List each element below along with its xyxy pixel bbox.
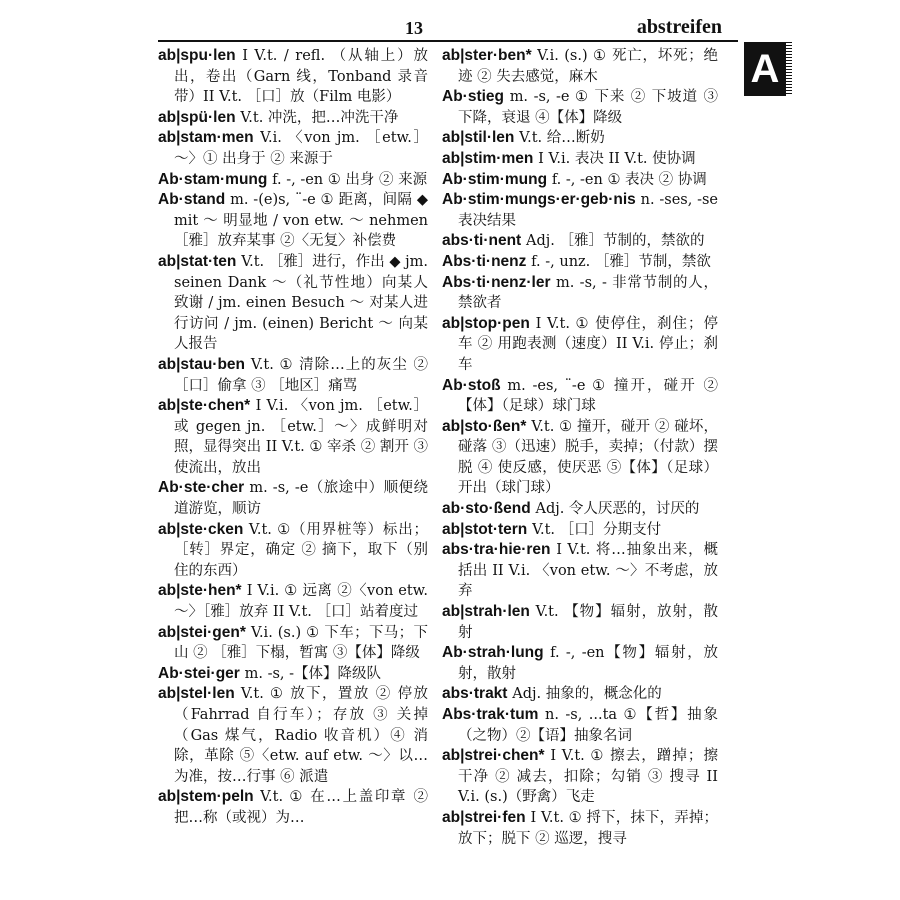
- entry-headword: ab|stot·tern: [442, 520, 528, 538]
- dictionary-entry: [442, 273, 718, 314]
- entry-definition: V.t. 给…断奶: [519, 130, 605, 147]
- dictionary-entry: [442, 808, 718, 849]
- entry-headword: ab|sto·ßen*: [442, 417, 527, 435]
- dictionary-entry: [442, 602, 718, 643]
- entry-definition: V.t. 【物】辐射，放射，散射: [458, 604, 718, 641]
- entry-definition: I V.i. ① 远离 ②〈von etw. ～〉［雅］放弃 II V.t. ［口］站着度过: [174, 583, 428, 621]
- thumb-index-tab: A: [744, 42, 786, 96]
- dictionary-entry: [158, 190, 428, 252]
- entry-headword: abs·trakt: [442, 685, 508, 703]
- entry-definition: m. -s, - 非常节制的人，禁欲者: [458, 274, 718, 312]
- left-column: [158, 46, 428, 829]
- entry-definition: Adj. ［雅］节制的，禁欲的: [526, 233, 705, 250]
- entry-headword: ab|stau·ben: [158, 355, 246, 373]
- entry-definition: n. -s, ...ta ①【哲】抽象（之物）②【语】抽象名词: [458, 707, 718, 744]
- dictionary-entry: [442, 87, 718, 128]
- entry-definition: I V.i. 表决 II V.t. 使协调: [538, 150, 696, 167]
- entry-headword: Ab·stoß: [442, 376, 501, 394]
- entry-definition: V.i. (s.) ① 死亡，坏死；绝迹 ② 失去感觉，麻木: [458, 48, 718, 85]
- entry-headword: ab|ster·ben*: [442, 47, 532, 64]
- dictionary-entry: [442, 643, 718, 684]
- entry-headword: ab|ste·chen*: [158, 397, 251, 415]
- dictionary-entry: [442, 417, 718, 499]
- entry-headword: Ab·stei·ger: [158, 664, 240, 682]
- entry-headword: Ab·stim·mung: [442, 170, 548, 188]
- entry-headword: Ab·ste·cher: [158, 479, 245, 497]
- entry-headword: Ab·stieg: [442, 88, 504, 106]
- dictionary-entry: [442, 314, 718, 376]
- entry-definition: f. -, unz. ［雅］节制，禁欲: [531, 253, 711, 270]
- entry-definition: m. -(e)s, ¨-e ① 距离，间隔 ◆ mit ～ 明显地 / von etw. ～ nehmen ［雅］放弃某事 ②〈无复〉补偿费: [174, 192, 428, 250]
- dictionary-entry: [442, 746, 718, 808]
- dictionary-entry: [158, 396, 428, 478]
- entry-headword: Ab·stand: [158, 191, 226, 209]
- entry-definition: V.t. ① 在…上盖印章 ② 把…称（或视）为…: [174, 789, 428, 826]
- dictionary-entry: [158, 108, 428, 129]
- entry-definition: V.t. ① 放下，置放 ② 停放（Fahrrad 自行车）；存放 ③ 关掉（Gas 煤气，Radio 收音机）④ 消除，革除 ⑤〈etw. auf etw. ～〉以…为准，按…行事 ⑥ 派遣: [174, 686, 428, 785]
- entry-headword: ab|strei·fen: [442, 808, 526, 826]
- dictionary-entry: [158, 355, 428, 396]
- entry-headword: Abs·ti·nenz·ler: [442, 273, 551, 291]
- entry-headword: ab|stil·len: [442, 129, 515, 147]
- entry-headword: ab|strei·chen*: [442, 747, 545, 765]
- entry-definition: m. -s, -【体】降级队: [244, 665, 382, 682]
- dictionary-entry: [158, 478, 428, 519]
- running-head: abstreifen: [636, 16, 722, 38]
- entry-definition: I V.t. / refl. （从轴上）放出，卷出（Garn 线，Tonband 录音带）II V.t. ［口］放（Film 电影）: [174, 48, 428, 106]
- entry-headword: abs·tra·hie·ren: [442, 541, 551, 559]
- dictionary-entry: [442, 252, 718, 273]
- dictionary-entry: [158, 520, 428, 582]
- dictionary-entry: [442, 376, 718, 417]
- entry-definition: V.t. ［口］分期支付: [532, 521, 662, 538]
- entry-headword: ab|stei·gen*: [158, 623, 246, 641]
- entry-headword: abs·ti·nent: [442, 232, 522, 250]
- entry-definition: n. -ses, -se 表决结果: [458, 192, 718, 229]
- entry-headword: ab|spü·len: [158, 108, 236, 126]
- dictionary-entry: [158, 787, 428, 828]
- entry-definition: V.t. ① 清除…上的灰尘 ② ［口］偷拿 ③ ［地区］痛骂: [174, 356, 428, 394]
- entry-headword: ab|stel·len: [158, 685, 235, 703]
- entry-headword: ab|stat·ten: [158, 252, 237, 270]
- dictionary-entry: [158, 128, 428, 169]
- entry-headword: ab·sto·ßend: [442, 500, 531, 518]
- dictionary-entry: [442, 499, 718, 520]
- entry-headword: Ab·strah·lung: [442, 644, 544, 662]
- dictionary-entry: [158, 46, 428, 108]
- dictionary-entry: [158, 581, 428, 622]
- dictionary-entry: [442, 128, 718, 149]
- entry-headword: ab|stim·men: [442, 149, 534, 167]
- entry-definition: V.t. ［雅］进行，作出 ◆ jm. seinen Dank ～（礼节性地）向某人致谢 / jm. einen Besuch ～ 对某人进行访问 / jm. (einen) Bericht ～ 向某人报告: [174, 253, 429, 353]
- dictionary-entry: [442, 170, 718, 191]
- entry-headword: ab|stem·peln: [158, 788, 254, 806]
- entry-headword: ab|stam·men: [158, 129, 254, 147]
- entry-definition: Adj. 抽象的，概念化的: [512, 686, 662, 703]
- entry-definition: I V.i. 〈von jm. ［etw.］或 gegen jn. ［etw.］～〉成鲜明对照，显得突出 II V.t. ① 宰杀 ② 割开 ③ 使流出，放出: [174, 398, 428, 476]
- dictionary-entry: [442, 520, 718, 541]
- entry-definition: V.t. ①（用界桩等）标出；［转］界定，确定 ② 摘下，取下（别住的东西）: [174, 521, 428, 579]
- dictionary-entry: [442, 540, 718, 602]
- entry-headword: Ab·stim·mungs·er·geb·nis: [442, 191, 636, 209]
- entry-headword: Abs·trak·tum: [442, 706, 539, 723]
- entry-definition: V.i. 〈von jm. ［etw.］～〉① 出身于 ② 来源于: [174, 130, 428, 167]
- dictionary-entry: [442, 684, 718, 705]
- dictionary-entry: [442, 231, 718, 252]
- entry-headword: ab|ste·cken: [158, 520, 244, 538]
- entry-definition: I V.t. ① 捋下，抹下，弄掉；放下；脱下 ② 巡逻，搜寻: [458, 809, 718, 847]
- entry-definition: m. -s, -e ① 下来 ② 下坡道 ③ 下降，衰退 ④【体】降级: [458, 89, 718, 126]
- entry-definition: Adj. 令人厌恶的，讨厌的: [535, 501, 700, 518]
- dictionary-entry: [158, 684, 428, 787]
- entry-headword: ab|ste·hen*: [158, 582, 242, 600]
- dictionary-entry: [158, 252, 428, 355]
- entry-headword: Ab·stam·mung: [158, 170, 268, 188]
- entry-definition: I V.t. ① 擦去，蹭掉；擦干净 ② 减去，扣除；勾销 ③ 搜寻 II V.i. (s.)（野禽）飞走: [458, 748, 718, 806]
- entry-headword: Abs·ti·nenz: [442, 252, 527, 270]
- entry-definition: V.t. 冲洗，把…冲洗干净: [240, 109, 399, 126]
- dictionary-entry: [158, 664, 428, 685]
- dictionary-entry: [442, 149, 718, 170]
- dictionary-entry: [442, 190, 718, 231]
- right-column: [442, 46, 718, 849]
- entry-definition: I V.t. 将…抽象出来，概括出 II V.i. 〈von etw. ～〉不考虑，放弃: [458, 542, 718, 600]
- entry-definition: m. -es, ¨-e ① 撞开，碰开 ②【体】（足球）球门球: [458, 377, 718, 415]
- entry-headword: ab|strah·len: [442, 603, 530, 621]
- entry-definition: V.i. (s.) ① 下车；下马；下山 ② ［雅］下榻，暂寓 ③【体】降级: [174, 624, 428, 662]
- entry-definition: f. -, -en ① 表决 ② 协调: [551, 171, 707, 188]
- thumb-index-lines: [786, 42, 792, 96]
- page-number: 13: [405, 18, 423, 38]
- entry-headword: ab|spu·len: [158, 47, 236, 64]
- entry-definition: V.t. ① 撞开，碰开 ② 碰坏，碰落 ③（迅速）脱手，卖掉；（付款）摆脱 ④ 使反感，使厌恶 ⑤【体】（足球）开出（球门球）: [458, 418, 718, 497]
- entry-definition: I V.t. ① 使停住，刹住；停车 ② 用跑表测（速度）II V.i. 停止；刹车: [458, 315, 718, 373]
- dictionary-entry: [158, 170, 428, 191]
- dictionary-entry: [442, 46, 718, 87]
- header-rule: [158, 40, 738, 42]
- entry-definition: f. -, -en ① 出身 ② 来源: [272, 171, 428, 188]
- dictionary-entry: [158, 623, 428, 664]
- dictionary-entry: [442, 705, 718, 746]
- entry-definition: m. -s, -e（旅途中）顺便绕道游览，顺访: [174, 480, 428, 518]
- entry-headword: ab|stop·pen: [442, 314, 530, 332]
- entry-definition: f. -, -en【物】辐射，放射，散射: [458, 645, 718, 682]
